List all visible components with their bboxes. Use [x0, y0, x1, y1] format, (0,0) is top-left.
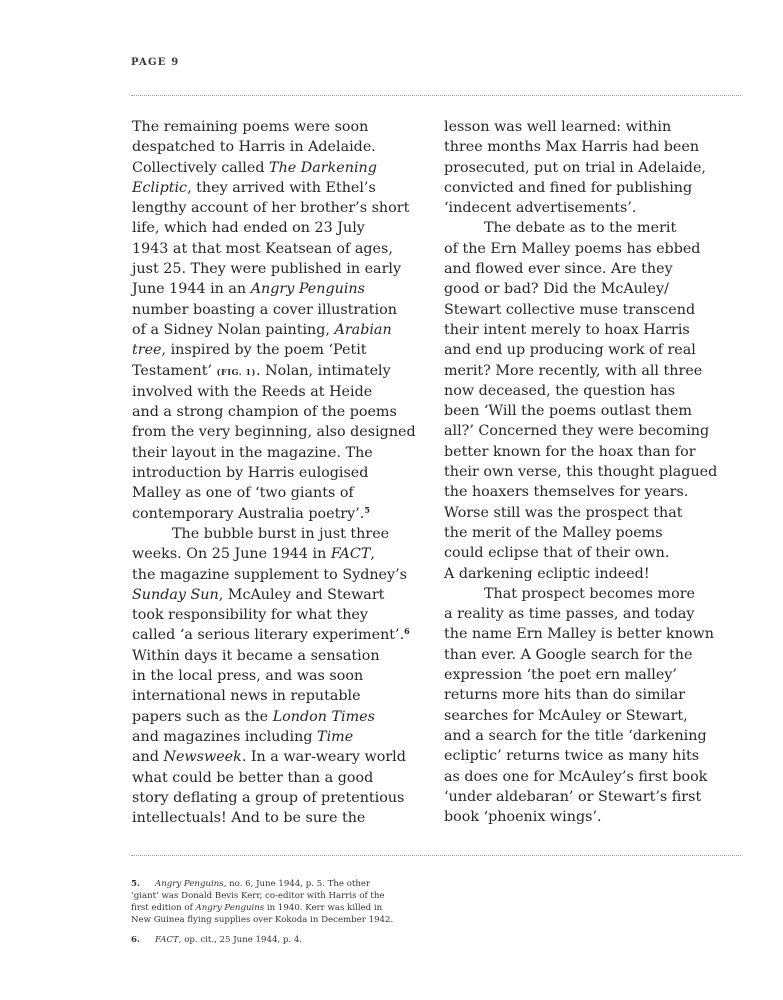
- text-run: , op. cit., 25 June 1944, p. 4.: [178, 935, 303, 945]
- text-line: than ever. A Google search for the: [444, 646, 693, 663]
- footnote-number: 5.: [131, 879, 140, 889]
- paragraph: [444, 218, 744, 583]
- italic-title: Angry Penguins: [250, 281, 365, 298]
- paragraph: [444, 117, 744, 218]
- text-line: The debate as to the merit: [484, 220, 677, 237]
- italic-title: The Darkening: [269, 159, 377, 176]
- text-line: international news in reputable: [132, 688, 361, 705]
- text-line: [132, 625, 432, 645]
- text-line: better known for the hoax than for: [444, 443, 696, 460]
- text-line: book ‘phoenix wings’.: [444, 809, 602, 826]
- text-line: [132, 340, 432, 360]
- italic-title: FACT: [330, 546, 371, 563]
- text-line: life, which had ended on 23 July: [132, 220, 365, 237]
- text-line: could eclipse that of their own.: [444, 545, 670, 562]
- footnote-divider: [131, 855, 741, 856]
- text-line: number boasting a cover illustration: [132, 301, 397, 318]
- text-line: and end up producing work of real: [444, 342, 696, 359]
- text-line: story deflating a group of pretentious: [132, 789, 405, 806]
- text-line: [132, 178, 432, 198]
- italic-title: FACT: [155, 935, 179, 945]
- text-line: The bubble burst in just three: [172, 525, 390, 542]
- text-line: their own verse, this thought plagued: [444, 464, 718, 481]
- text-line: intellectuals! And to be sure the: [132, 810, 366, 827]
- text-line: from the very beginning, also designed: [132, 424, 416, 441]
- text-run: , no. 6, June 1944, p. 5. The other: [223, 879, 371, 889]
- text-line: the name Ern Malley is better known: [444, 626, 714, 643]
- text-line: their layout in the magazine. The: [132, 444, 373, 461]
- footnote-line: New Guinea flying supplies over Kokoda in December 1942.: [131, 915, 394, 925]
- text-line: [132, 707, 432, 727]
- footnote-number: 6.: [131, 935, 140, 945]
- text-line: involved with the Reeds at Heide: [132, 383, 373, 400]
- text-line: despatched to Harris in Adelaide.: [132, 139, 376, 156]
- text-line: ‘indecent advertisements’.: [444, 200, 637, 217]
- text-line: been ‘Will the poems outlast them: [444, 403, 692, 420]
- text-line: their intent merely to hoax Harris: [444, 321, 690, 338]
- text-line: the merit of the Malley poems: [444, 524, 663, 541]
- text-line: now deceased, the question has: [444, 382, 676, 399]
- italic-title: tree: [132, 342, 162, 359]
- text-line: convicted and fined for publishing: [444, 179, 693, 196]
- text-line: and a search for the title ‘darkening: [444, 727, 707, 744]
- text-line: 1943 at that most Keatsean of ages,: [132, 240, 393, 257]
- text-run: , they arrived with Ethel’s: [187, 179, 376, 196]
- text-run: Collectively called: [132, 159, 270, 176]
- text-line: [132, 158, 432, 178]
- text-run: first edition of: [131, 903, 196, 913]
- text-line: what could be better than a good: [132, 769, 374, 786]
- text-line: [132, 544, 432, 564]
- text-line: A darkening ecliptic indeed!: [444, 565, 650, 582]
- italic-title: Newsweek: [163, 749, 242, 766]
- page-number-label: PAGE 9: [131, 57, 180, 68]
- text-run: and magazines including: [132, 728, 318, 745]
- text-run: weeks. On 25 June 1944 in: [132, 546, 331, 563]
- right-column: [444, 117, 744, 827]
- text-run: papers such as the: [132, 708, 273, 725]
- italic-title: Angry Penguins: [155, 879, 224, 889]
- text-run: June 1944 in an: [132, 281, 251, 298]
- text-line: the hoaxers themselves for years.: [444, 484, 689, 501]
- text-line: [132, 727, 432, 747]
- text-line: merit? More recently, with all three: [444, 362, 703, 379]
- footnotes: [131, 878, 431, 946]
- text-line: [132, 747, 432, 767]
- text-run: , McAuley and Stewart: [218, 586, 385, 603]
- footnote-marker: 5: [364, 504, 370, 515]
- text-line: a reality as time passes, and today: [444, 606, 695, 623]
- text-line: all?’ Concerned they were becoming: [444, 423, 710, 440]
- text-line: searches for McAuley or Stewart,: [444, 707, 688, 724]
- text-line: and flowed ever since. Are they: [444, 261, 673, 278]
- text-line: Worse still was the prospect that: [444, 504, 683, 521]
- text-line: and a strong champion of the poems: [132, 404, 397, 421]
- text-line: Within days it became a sensation: [132, 647, 380, 664]
- text-line: introduction by Harris eulogised: [132, 465, 369, 482]
- text-line: returns more hits than do similar: [444, 687, 686, 704]
- footnote-line: [131, 878, 431, 890]
- text-line: That prospect becomes more: [484, 585, 695, 602]
- text-run: contemporary Australia poetry’.: [132, 505, 365, 522]
- italic-title: London Times: [272, 708, 375, 725]
- left-column: [132, 117, 432, 828]
- text-line: expression ‘the poet ern malley’: [444, 667, 677, 684]
- italic-title: Sunday Sun: [132, 586, 219, 603]
- text-line: [132, 504, 432, 524]
- text-line: [132, 279, 432, 299]
- text-line: just 25. They were published in early: [132, 261, 402, 278]
- footnote-line: [131, 902, 431, 914]
- figure-reference: (FIG. 1): [216, 366, 257, 377]
- footnote-line: ‘giant’ was Donald Bevis Kerr, co-editor with Harris of the: [131, 891, 385, 901]
- italic-title: Ecliptic: [132, 179, 188, 196]
- text-line: lesson was well learned: within: [444, 119, 672, 135]
- text-line: of the Ern Malley poems has ebbed: [444, 240, 701, 257]
- text-line: good or bad? Did the McAuley/: [444, 281, 669, 298]
- text-line: ‘under aldebaran’ or Stewart’s first: [444, 788, 702, 805]
- text-run: in 1940. Kerr was killed in: [264, 903, 383, 913]
- footnote-marker: 6: [404, 626, 410, 637]
- text-line: in the local press, and was soon: [132, 668, 364, 685]
- text-run: of a Sidney Nolan painting,: [132, 321, 335, 338]
- italic-title: Angry Penguins: [195, 903, 265, 913]
- text-run: . Nolan, intimately: [256, 362, 391, 379]
- text-run: ,: [370, 546, 375, 563]
- text-line: as does one for McAuley’s first book: [444, 768, 708, 785]
- text-line: [132, 320, 432, 340]
- text-line: ecliptic’ returns twice as many hits: [444, 748, 700, 765]
- text-line: [132, 585, 432, 605]
- text-run: and: [132, 749, 164, 766]
- text-run: called ‘a serious literary experiment’.: [132, 627, 405, 644]
- text-run: , inspired by the poem ‘Petit: [161, 342, 367, 359]
- text-line: [132, 361, 432, 382]
- text-line: Malley as one of ‘two giants of: [132, 485, 354, 502]
- text-run: Testament’: [132, 362, 217, 379]
- text-line: prosecuted, put on trial in Adelaide,: [444, 159, 706, 176]
- text-line: lengthy account of her brother’s short: [132, 200, 410, 217]
- text-line: the magazine supplement to Sydney’s: [132, 566, 407, 583]
- text-line: three months Max Harris had been: [444, 139, 700, 156]
- footnote-spacer: [131, 926, 431, 934]
- footnote-line: [131, 934, 431, 946]
- paragraph: [444, 584, 744, 828]
- header-divider: [131, 95, 741, 96]
- italic-title: Time: [317, 728, 354, 745]
- italic-title: Arabian: [334, 321, 392, 338]
- text-line: took responsibility for what they: [132, 607, 368, 624]
- text-line: The remaining poems were soon: [132, 119, 369, 135]
- paragraph: [132, 117, 432, 524]
- text-run: . In a war-weary world: [241, 749, 406, 766]
- paragraph: [132, 524, 432, 828]
- text-line: Stewart collective muse transcend: [444, 301, 696, 318]
